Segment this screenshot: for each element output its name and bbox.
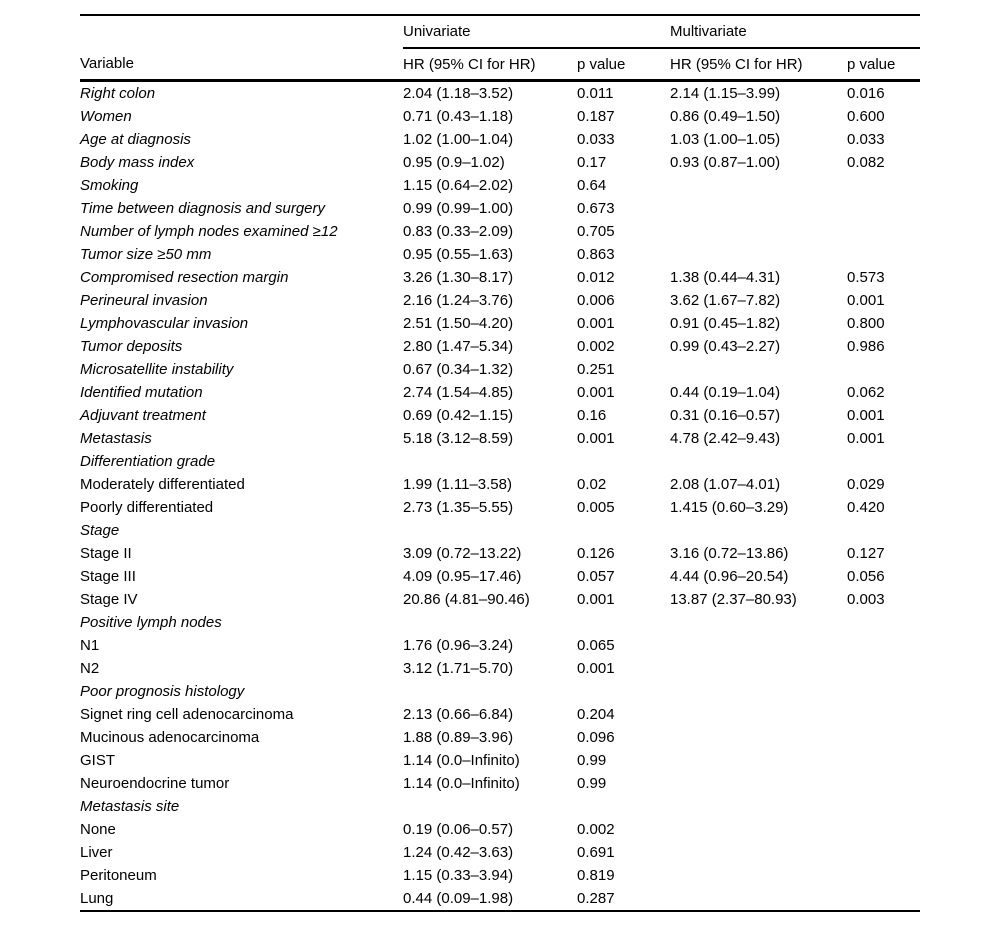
univariate-hr-cell: 0.95 (0.9–1.02)	[403, 154, 505, 171]
variable-cell: Metastasis	[80, 430, 152, 447]
variable-cell: Adjuvant treatment	[80, 407, 206, 424]
variable-cell: N2	[80, 660, 100, 677]
multivariate-p-cell	[847, 887, 920, 911]
multivariate-p-cell: 0.001	[847, 292, 885, 309]
multivariate-p-cell	[847, 726, 920, 749]
univariate-hr-cell: 2.16 (1.24–3.76)	[403, 292, 514, 309]
multivariate-hr-cell: 0.91 (0.45–1.82)	[670, 315, 781, 332]
variable-cell: Right colon	[80, 85, 156, 102]
univariate-hr-cell: 2.13 (0.66–6.84)	[403, 706, 514, 723]
variable-cell: Time between diagnosis and surgery	[80, 200, 326, 217]
multivariate-p-cell	[847, 220, 920, 243]
table-row	[80, 312, 920, 335]
multivariate-hr-cell	[670, 772, 847, 795]
variable-cell: Liver	[80, 844, 113, 861]
univariate-hr-cell: 2.80 (1.47–5.34)	[403, 338, 514, 355]
table-row	[80, 726, 920, 749]
univariate-p-cell: 0.011	[577, 85, 614, 102]
multivariate-hr-cell: 3.16 (0.72–13.86)	[670, 545, 789, 562]
multivariate-p-cell: 0.016	[847, 85, 885, 102]
group-header-row	[80, 680, 920, 703]
table-row	[80, 565, 920, 588]
variable-cell: Stage	[80, 522, 120, 539]
table-row	[80, 174, 920, 197]
multivariate-hr-column-header: HR (95% CI for HR)	[670, 48, 847, 81]
univariate-hr-cell: 0.71 (0.43–1.18)	[403, 108, 514, 125]
multivariate-p-cell: 0.062	[847, 384, 885, 401]
univariate-p-cell: 0.691	[577, 844, 615, 861]
univariate-p-cell: 0.001	[577, 591, 615, 608]
variable-cell: Stage IV	[80, 591, 138, 608]
multivariate-hr-cell	[670, 818, 847, 841]
univariate-hr-cell: 1.14 (0.0–Infinito)	[403, 752, 520, 769]
univariate-p-cell	[577, 680, 670, 703]
univariate-p-cell: 0.705	[577, 223, 615, 240]
multivariate-p-cell	[847, 749, 920, 772]
multivariate-p-cell	[847, 657, 920, 680]
multivariate-hr-cell	[670, 358, 847, 381]
univariate-p-cell: 0.99	[577, 775, 607, 792]
multivariate-hr-cell	[670, 634, 847, 657]
multivariate-p-cell	[847, 243, 920, 266]
univariate-p-cell: 0.126	[577, 545, 615, 562]
multivariate-p-cell: 0.127	[847, 545, 885, 562]
univariate-hr-cell: 1.76 (0.96–3.24)	[403, 637, 514, 654]
variable-column-header: Variable	[80, 48, 403, 81]
variable-cell: Lymphovascular invasion	[80, 315, 249, 332]
univariate-p-cell: 0.096	[577, 729, 615, 746]
table-row	[80, 473, 920, 496]
column-header-row	[80, 48, 920, 81]
univariate-hr-cell: 5.18 (3.12–8.59)	[403, 430, 514, 447]
univariate-hr-cell: 3.26 (1.30–8.17)	[403, 269, 514, 286]
univariate-p-cell: 0.17	[577, 154, 607, 171]
table-row	[80, 105, 920, 128]
univariate-p-cell: 0.033	[577, 131, 615, 148]
multivariate-p-cell: 0.573	[847, 269, 885, 286]
table-header	[80, 15, 920, 81]
multivariate-p-cell	[847, 703, 920, 726]
univariate-p-cell	[577, 519, 670, 542]
multivariate-hr-cell	[670, 703, 847, 726]
multivariate-p-cell: 0.082	[847, 154, 885, 171]
multivariate-hr-cell	[670, 197, 847, 220]
multivariate-p-cell: 0.986	[847, 338, 885, 355]
multivariate-group-header: Multivariate	[670, 15, 920, 48]
table-row	[80, 427, 920, 450]
multivariate-hr-cell	[670, 450, 847, 473]
table-row	[80, 151, 920, 174]
variable-cell: N1	[80, 637, 100, 654]
univariate-p-cell: 0.001	[577, 660, 615, 677]
multivariate-hr-cell: 0.86 (0.49–1.50)	[670, 108, 781, 125]
univariate-p-cell: 0.02	[577, 476, 607, 493]
univariate-hr-cell: 0.69 (0.42–1.15)	[403, 407, 514, 424]
variable-cell: GIST	[80, 752, 116, 769]
univariate-hr-cell: 2.73 (1.35–5.55)	[403, 499, 514, 516]
multivariate-hr-cell	[670, 680, 847, 703]
univariate-p-cell: 0.001	[577, 384, 615, 401]
table-row	[80, 841, 920, 864]
univariate-hr-cell	[403, 680, 577, 703]
univariate-hr-cell: 2.74 (1.54–4.85)	[403, 384, 514, 401]
univariate-p-cell: 0.065	[577, 637, 615, 654]
table-row	[80, 381, 920, 404]
table-row	[80, 588, 920, 611]
multivariate-hr-cell	[670, 841, 847, 864]
multivariate-hr-cell: 4.44 (0.96–20.54)	[670, 568, 789, 585]
multivariate-p-cell	[847, 358, 920, 381]
univariate-p-cell: 0.16	[577, 407, 607, 424]
multivariate-hr-cell	[670, 611, 847, 634]
multivariate-hr-cell	[670, 174, 847, 197]
variable-cell: Neuroendocrine tumor	[80, 775, 230, 792]
multivariate-hr-cell	[670, 657, 847, 680]
univariate-hr-cell: 0.67 (0.34–1.32)	[403, 361, 514, 378]
multivariate-p-cell	[847, 634, 920, 657]
multivariate-p-cell: 0.420	[847, 499, 885, 516]
univariate-p-cell	[577, 450, 670, 473]
multivariate-p-cell	[847, 841, 920, 864]
group-header-row	[80, 519, 920, 542]
table-row	[80, 864, 920, 887]
table-row	[80, 81, 920, 106]
variable-cell: Body mass index	[80, 154, 195, 171]
multivariate-p-cell: 0.056	[847, 568, 885, 585]
table-row	[80, 772, 920, 795]
table-row	[80, 818, 920, 841]
table-row	[80, 749, 920, 772]
univariate-hr-cell: 4.09 (0.95–17.46)	[403, 568, 522, 585]
univariate-p-cell: 0.001	[577, 315, 615, 332]
multivariate-p-cell	[847, 772, 920, 795]
multivariate-hr-cell	[670, 864, 847, 887]
univariate-p-cell: 0.057	[577, 568, 615, 585]
univariate-hr-column-header: HR (95% CI for HR)	[403, 48, 577, 81]
multivariate-p-cell: 0.001	[847, 407, 885, 424]
group-header-row	[80, 795, 920, 818]
univariate-p-cell: 0.287	[577, 890, 615, 907]
univariate-hr-cell	[403, 519, 577, 542]
univariate-hr-cell: 1.15 (0.33–3.94)	[403, 867, 514, 884]
table-row	[80, 496, 920, 519]
table-row	[80, 634, 920, 657]
univariate-p-cell: 0.251	[577, 361, 615, 378]
table-row	[80, 887, 920, 911]
univariate-p-column-header: p value	[577, 48, 670, 81]
univariate-hr-cell: 20.86 (4.81–90.46)	[403, 591, 530, 608]
univariate-hr-cell: 2.04 (1.18–3.52)	[403, 85, 514, 102]
univariate-p-cell: 0.001	[577, 430, 615, 447]
variable-cell: Peritoneum	[80, 867, 157, 884]
variable-cell: Mucinous adenocarcinoma	[80, 729, 260, 746]
univariate-p-cell: 0.005	[577, 499, 615, 516]
univariate-hr-cell: 0.99 (0.99–1.00)	[403, 200, 514, 217]
variable-cell: Poorly differentiated	[80, 499, 214, 516]
variable-cell: Stage III	[80, 568, 136, 585]
multivariate-hr-cell: 0.44 (0.19–1.04)	[670, 384, 781, 401]
variable-cell: Tumor size ≥50 mm	[80, 246, 212, 263]
table-row	[80, 197, 920, 220]
multivariate-hr-cell: 1.38 (0.44–4.31)	[670, 269, 781, 286]
variable-cell: Perineural invasion	[80, 292, 208, 309]
group-header-row	[80, 450, 920, 473]
univariate-p-cell: 0.012	[577, 269, 615, 286]
multivariate-p-cell	[847, 611, 920, 634]
table-body	[80, 81, 920, 912]
univariate-p-cell: 0.187	[577, 108, 615, 125]
multivariate-p-cell	[847, 197, 920, 220]
table-row	[80, 703, 920, 726]
multivariate-hr-cell	[670, 795, 847, 818]
multivariate-p-cell: 0.033	[847, 131, 885, 148]
univariate-hr-cell: 0.19 (0.06–0.57)	[403, 821, 514, 838]
variable-cell: Differentiation grade	[80, 453, 216, 470]
univariate-p-cell: 0.863	[577, 246, 615, 263]
table-row	[80, 128, 920, 151]
multivariate-p-cell	[847, 519, 920, 542]
table-row	[80, 404, 920, 427]
univariate-p-cell	[577, 611, 670, 634]
variable-cell: Signet ring cell adenocarcinoma	[80, 706, 294, 723]
univariate-p-cell: 0.819	[577, 867, 615, 884]
variable-cell: Metastasis site	[80, 798, 180, 815]
univariate-p-cell: 0.002	[577, 338, 615, 355]
variable-cell: Moderately differentiated	[80, 476, 245, 493]
multivariate-p-cell: 0.029	[847, 476, 885, 493]
univariate-hr-cell: 2.51 (1.50–4.20)	[403, 315, 514, 332]
univariate-hr-cell	[403, 450, 577, 473]
table-row	[80, 220, 920, 243]
univariate-hr-cell: 1.02 (1.00–1.04)	[403, 131, 514, 148]
multivariate-hr-cell: 2.08 (1.07–4.01)	[670, 476, 781, 493]
univariate-hr-cell	[403, 611, 577, 634]
multivariate-hr-cell: 4.78 (2.42–9.43)	[670, 430, 781, 447]
table-row	[80, 266, 920, 289]
univariate-hr-cell: 3.09 (0.72–13.22)	[403, 545, 522, 562]
univariate-hr-cell: 0.95 (0.55–1.63)	[403, 246, 514, 263]
univariate-group-header: Univariate	[403, 15, 670, 48]
univariate-hr-cell: 1.88 (0.89–3.96)	[403, 729, 514, 746]
univariate-p-cell	[577, 795, 670, 818]
table-row	[80, 358, 920, 381]
multivariate-hr-cell: 1.415 (0.60–3.29)	[670, 499, 789, 516]
multivariate-p-cell: 0.600	[847, 108, 885, 125]
multivariate-p-cell	[847, 864, 920, 887]
multivariate-hr-cell: 2.14 (1.15–3.99)	[670, 85, 781, 102]
multivariate-hr-cell: 0.93 (0.87–1.00)	[670, 154, 781, 171]
univariate-hr-cell: 1.14 (0.0–Infinito)	[403, 775, 520, 792]
multivariate-p-cell: 0.800	[847, 315, 885, 332]
univariate-hr-cell: 1.99 (1.11–3.58)	[403, 476, 512, 493]
multivariate-p-cell	[847, 174, 920, 197]
multivariate-hr-cell: 0.31 (0.16–0.57)	[670, 407, 781, 424]
variable-cell: Age at diagnosis	[80, 131, 191, 148]
variable-cell: Stage II	[80, 545, 132, 562]
univariate-hr-cell: 1.15 (0.64–2.02)	[403, 177, 514, 194]
univariate-hr-cell: 3.12 (1.71–5.70)	[403, 660, 514, 677]
variable-cell: None	[80, 821, 116, 838]
univariate-hr-cell: 0.44 (0.09–1.98)	[403, 890, 514, 907]
multivariate-p-cell	[847, 795, 920, 818]
analysis-group-header-row	[80, 15, 920, 48]
multivariate-hr-cell: 3.62 (1.67–7.82)	[670, 292, 781, 309]
univariate-p-cell: 0.64	[577, 177, 607, 194]
variable-cell: Tumor deposits	[80, 338, 183, 355]
variable-cell: Lung	[80, 890, 114, 907]
univariate-p-cell: 0.006	[577, 292, 615, 309]
group-header-row	[80, 611, 920, 634]
multivariate-hr-cell	[670, 749, 847, 772]
table-row	[80, 657, 920, 680]
table-row	[80, 542, 920, 565]
multivariate-p-cell: 0.003	[847, 591, 885, 608]
cox-regression-table	[80, 14, 920, 912]
multivariate-p-cell	[847, 680, 920, 703]
univariate-p-cell: 0.002	[577, 821, 615, 838]
multivariate-hr-cell	[670, 519, 847, 542]
multivariate-hr-cell: 0.99 (0.43–2.27)	[670, 338, 781, 355]
variable-cell: Women	[80, 108, 132, 125]
univariate-hr-cell: 0.83 (0.33–2.09)	[403, 223, 514, 240]
multivariate-hr-cell	[670, 220, 847, 243]
univariate-p-cell: 0.204	[577, 706, 615, 723]
multivariate-p-cell	[847, 818, 920, 841]
variable-cell: Positive lymph nodes	[80, 614, 222, 631]
multivariate-p-cell	[847, 450, 920, 473]
multivariate-hr-cell: 13.87 (2.37–80.93)	[670, 591, 797, 608]
univariate-hr-cell: 1.24 (0.42–3.63)	[403, 844, 514, 861]
header-spacer-cell	[80, 15, 403, 48]
multivariate-hr-cell: 1.03 (1.00–1.05)	[670, 131, 781, 148]
multivariate-hr-cell	[670, 887, 847, 911]
variable-cell: Compromised resection margin	[80, 269, 289, 286]
multivariate-p-column-header: p value	[847, 48, 920, 81]
multivariate-hr-cell	[670, 243, 847, 266]
univariate-p-cell: 0.99	[577, 752, 607, 769]
multivariate-hr-cell	[670, 726, 847, 749]
univariate-p-cell: 0.673	[577, 200, 615, 217]
table-row	[80, 289, 920, 312]
variable-cell: Identified mutation	[80, 384, 203, 401]
multivariate-p-cell: 0.001	[847, 430, 885, 447]
table-row	[80, 243, 920, 266]
univariate-hr-cell	[403, 795, 577, 818]
table-row	[80, 335, 920, 358]
variable-cell: Poor prognosis histology	[80, 683, 245, 700]
variable-cell: Number of lymph nodes examined ≥12	[80, 223, 338, 240]
variable-cell: Smoking	[80, 177, 139, 194]
variable-cell: Microsatellite instability	[80, 361, 234, 378]
